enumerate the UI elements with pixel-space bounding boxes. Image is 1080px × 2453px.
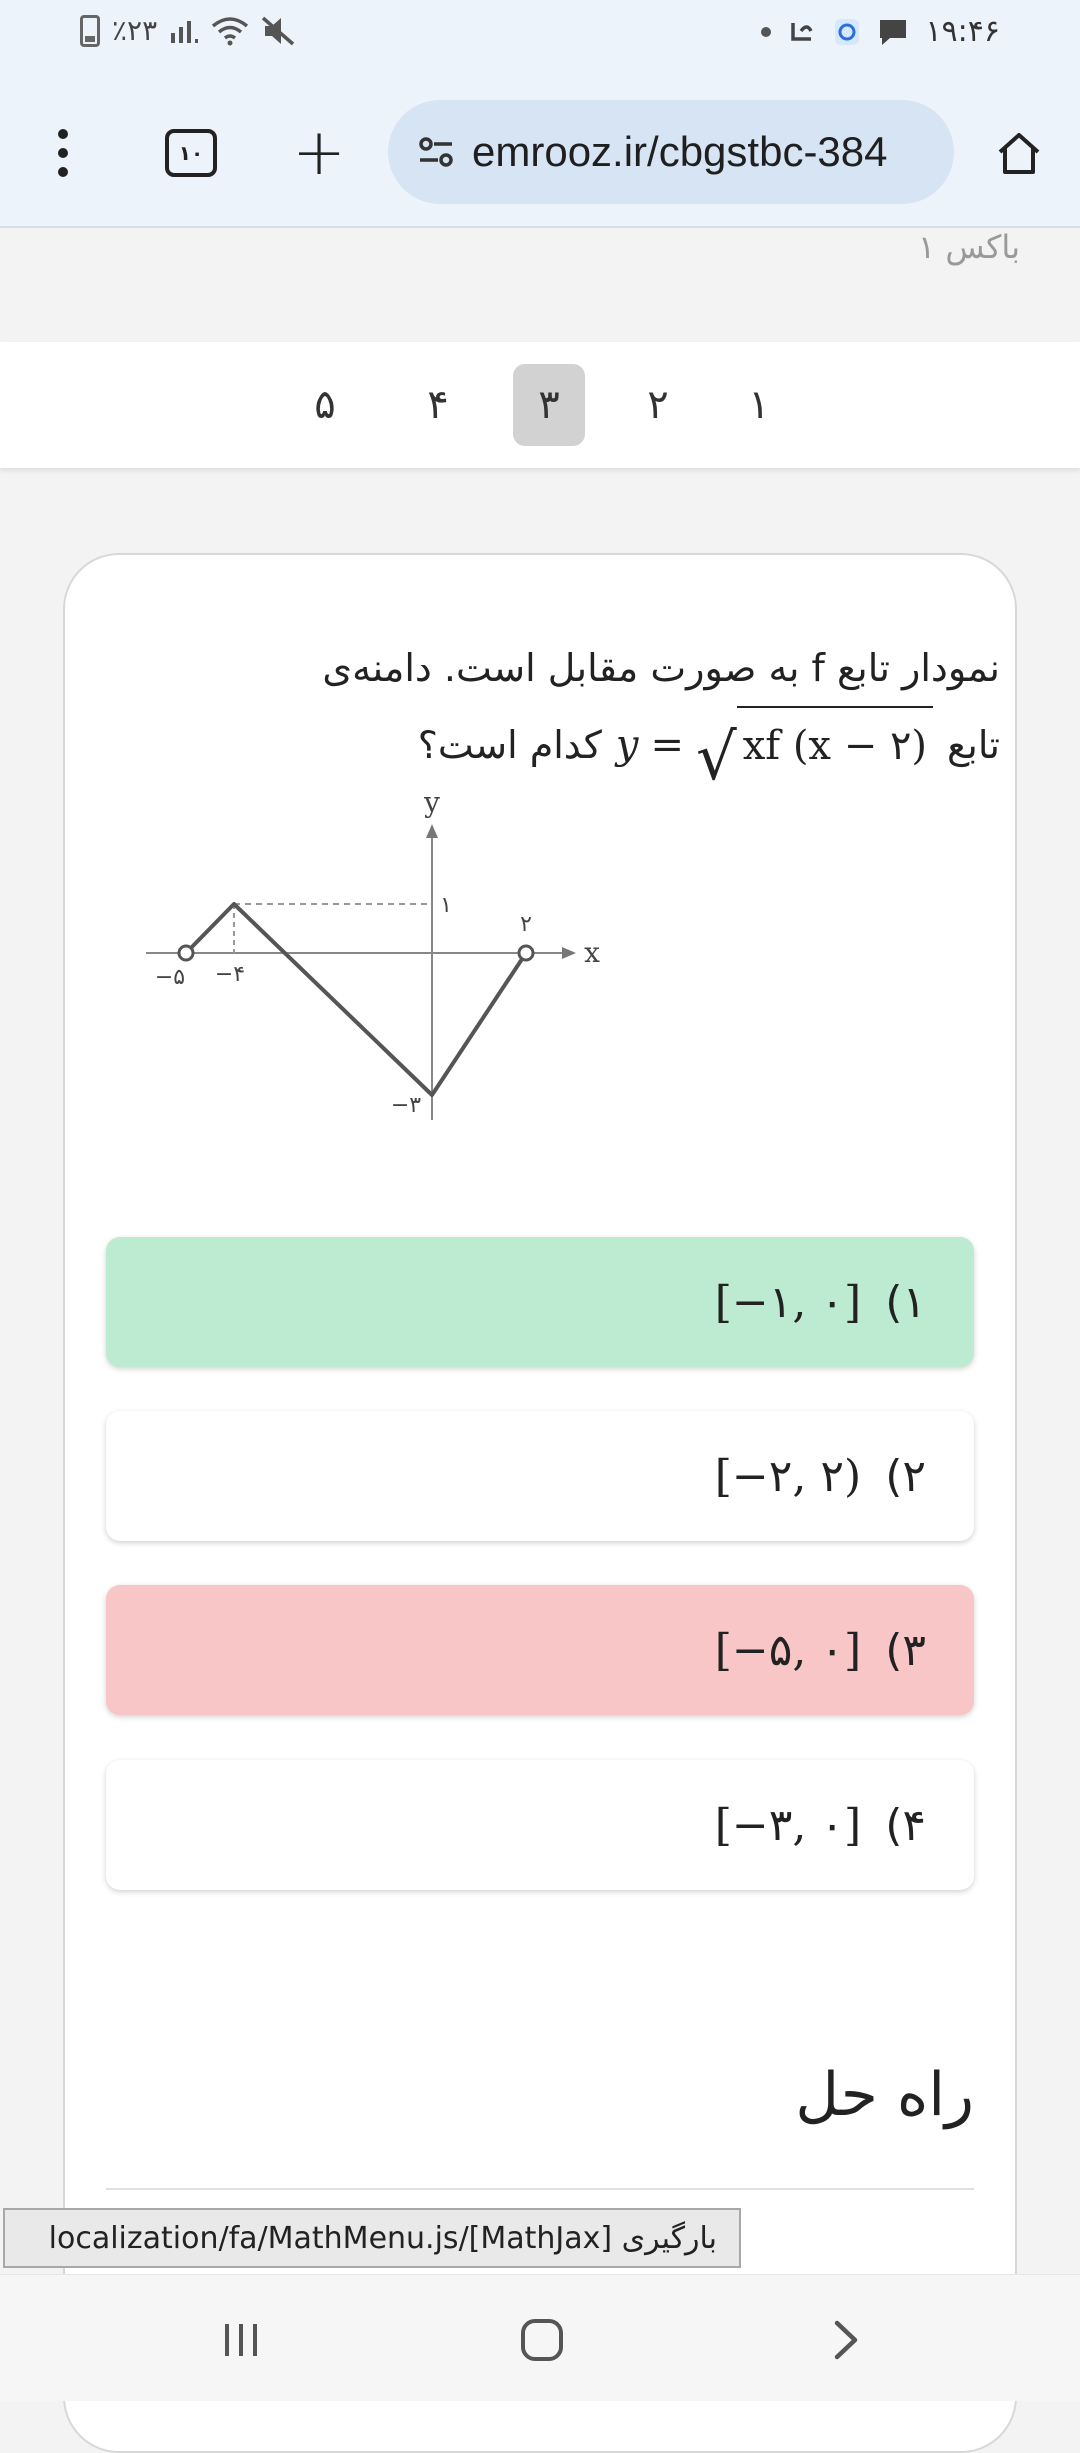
- question-line-1: نمودار تابع f به صورت مقابل است. دامنه‌ی: [322, 646, 1000, 690]
- home-nav-icon[interactable]: [507, 2305, 577, 2375]
- x-axis-arrow-icon: [562, 947, 576, 959]
- option-4[interactable]: [106, 1760, 974, 1890]
- pager-item-3-active[interactable]: ۳: [513, 364, 585, 446]
- mute-icon: [261, 16, 295, 46]
- home-icon[interactable]: [984, 118, 1054, 188]
- address-bar[interactable]: [388, 100, 954, 204]
- more-options-icon[interactable]: [28, 118, 98, 188]
- status-left: [80, 14, 295, 47]
- function-curve: [186, 904, 526, 1095]
- clock: ۱۹:۴۶: [925, 14, 1000, 49]
- pager-item-4[interactable]: ۴: [427, 382, 449, 428]
- loading-status: بارگیری [MathJax]/localization/fa/MathMenu.js: [3, 2208, 741, 2268]
- message-icon: [877, 17, 909, 47]
- app-notification-icon: [787, 17, 817, 47]
- option-1-number: ۱): [885, 1276, 926, 1328]
- option-3[interactable]: [106, 1585, 974, 1715]
- option-1-value: [−۱, ۰]: [714, 1276, 862, 1328]
- site-settings-icon[interactable]: [416, 132, 456, 172]
- option-4-number: ۴): [885, 1799, 926, 1851]
- tick-label-two: ۲: [520, 912, 532, 937]
- battery-icon: [80, 15, 100, 47]
- wifi-icon: [211, 16, 249, 46]
- sync-app-icon: [833, 17, 861, 47]
- x-axis-label: x: [584, 936, 600, 969]
- formula-sqrt: [695, 706, 933, 795]
- box-label: باکس ۱: [917, 228, 1020, 266]
- status-right: [761, 14, 1000, 49]
- pager-item-5[interactable]: ۵: [314, 382, 336, 428]
- option-3-number: ۳): [885, 1624, 926, 1676]
- browser-toolbar: [0, 78, 1080, 228]
- radical-sign: √: [695, 721, 737, 795]
- question-line-2: [200, 706, 1000, 795]
- tick-label-minus-three: −۳: [390, 1093, 422, 1118]
- question-prefix: تابع: [947, 723, 1000, 767]
- pager-item-2[interactable]: ۲: [647, 382, 669, 428]
- option-2-value: [−۲, ۲): [714, 1450, 862, 1502]
- function-graph: [140, 790, 620, 1130]
- formula: [615, 706, 933, 795]
- option-1[interactable]: [106, 1237, 974, 1367]
- solution-title: راه حل: [795, 2060, 974, 2130]
- notification-dot-icon: [761, 27, 771, 37]
- tick-label-minus-five: −۵: [154, 965, 186, 990]
- formula-radicand: xf (x − ۲): [737, 706, 933, 784]
- solution-divider: [106, 2188, 974, 2190]
- open-point-left: [179, 946, 193, 960]
- tick-label-minus-four: −۴: [214, 962, 246, 987]
- new-tab-icon[interactable]: +: [292, 116, 346, 190]
- url-text: emrooz.ir/cbgstbc-384: [472, 128, 888, 175]
- tab-count: ۱۰: [165, 129, 217, 177]
- option-3-value: [−۵, ۰]: [714, 1624, 862, 1676]
- tick-label-one: ۱: [440, 893, 452, 918]
- formula-equals: =: [650, 722, 684, 768]
- option-2-number: ۲): [885, 1450, 926, 1502]
- system-nav-bar: [0, 2274, 1080, 2401]
- y-axis-label: y: [424, 790, 440, 819]
- formula-y: y: [615, 722, 639, 768]
- y-axis-arrow-icon: [426, 824, 438, 838]
- pager-item-1[interactable]: ۱: [748, 382, 770, 428]
- option-4-value: [−۳, ۰]: [714, 1799, 862, 1851]
- open-point-right: [519, 946, 533, 960]
- question-pager: [0, 342, 1080, 468]
- status-bar: [0, 0, 1080, 78]
- back-nav-icon[interactable]: [810, 2305, 880, 2375]
- signal-icon: [169, 17, 199, 45]
- question-suffix: کدام است؟: [417, 723, 602, 767]
- question-text: [200, 630, 1000, 795]
- recent-apps-icon[interactable]: [206, 2305, 276, 2375]
- option-2[interactable]: [106, 1411, 974, 1541]
- battery-percent: ٪۲۳: [112, 14, 158, 47]
- tab-switcher-button[interactable]: [156, 118, 226, 188]
